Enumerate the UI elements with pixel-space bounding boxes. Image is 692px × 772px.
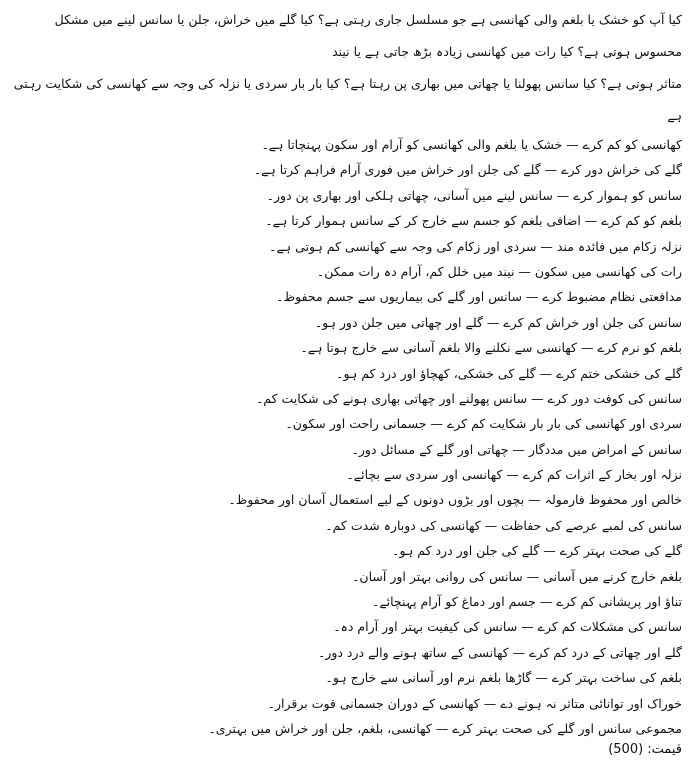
list-item: بلغم خارج کرنے میں آسانی — سانس کی روانی بہتر اور آسان۔ [352, 568, 682, 584]
list-item: بلغم کو کم کرے — اضافی بلغم کو جسم سے خارج کر کے سانس ہموار کرتا ہے۔ [265, 213, 682, 229]
list-item: کھانسی کو کم کرے — خشک یا بلغم والی کھانسی کو آرام اور سکون پہنچاتا ہے۔ [261, 137, 682, 152]
benefits-list [8, 132, 684, 741]
list-item: گلے اور چھاتی کے درد کم کرے — کھانسی کے ساتھ ہونے والے درد دور۔ [317, 644, 682, 660]
list-item: رات کی کھانسی میں سکون — نیند میں خلل کم، آرام دہ رات ممکن۔ [316, 263, 682, 279]
list-item: خالص اور محفوظ فارمولہ — بچوں اور بڑوں دونوں کے لیے استعمال آسان اور محفوظ۔ [228, 492, 682, 508]
list-item: خوراک اور توانائی متاثر نہ ہونے دے — کھانسی کے دوران جسمانی قوت برقرار۔ [267, 695, 682, 711]
list-item: مدافعتی نظام مضبوط کرے — سانس اور گلے کی بیماریوں سے جسم محفوظ۔ [276, 289, 682, 305]
list-item: سردی اور کھانسی کی بار بار شکایت کم کرے — جسمانی راحت اور سکون۔ [285, 416, 682, 432]
list-item: سانس کی جلن اور خراش کم کرے — گلے اور چھاتی میں جلن دور ہو۔ [314, 314, 682, 330]
list-item: گلے کی خراش دور کرے — گلے کی جلن اور خراش میں فوری آرام فراہم کرتا ہے۔ [253, 162, 682, 178]
price-label: قیمت: [647, 742, 682, 758]
list-item: سانس کی مشکلات کم کرے — سانس کی کیفیت بہتر اور آرام دہ۔ [333, 619, 682, 635]
list-item: سانس کی کوفت دور کرے — سانس پھولنے اور چھاتی بھاری ہونے کی شکایت کم۔ [255, 390, 682, 406]
list-item: نزلہ اور بخار کے اثرات کم کرے — کھانسی اور سردی سے بچائے۔ [346, 467, 682, 483]
list-item: گلے کی صحت بہتر کرے — گلے کی جلن اور درد کم ہو۔ [392, 543, 682, 559]
list-item: مجموعی سانس اور گلے کی صحت بہتر کرے — کھانسی، بلغم، جلن اور خراش میں بہتری۔ [208, 720, 682, 736]
list-item: گلے کی خشکی ختم کرے — گلے کی خشکی، کھچاؤ اور درد کم ہو۔ [336, 365, 682, 381]
list-item: سانس کے امراض میں مددگار — چھاتی اور گلے کے مسائل دور۔ [351, 441, 682, 457]
list-item: تناؤ اور پریشانی کم کرے — جسم اور دماغ کو آرام پہنچائے۔ [372, 594, 682, 610]
intro-line: کیا آپ کو خشک یا بلغم والی کھانسی ہے جو مسلسل جاری رہتی ہے؟ کیا گلے میں خراش، جلن یا سانس لینے میں مشکل محسوس ہوتی ہے؟ کیا رات میں کھانسی زیادہ بڑھ جاتی ہے یا نیند [54, 12, 682, 59]
price-line [8, 739, 684, 761]
intro-line: متاثر ہوتی ہے؟ کیا سانس پھولنا یا چھاتی میں بھاری پن رہتا ہے؟ کیا بار بار سردی یا نزلہ کی وجہ سے کھانسی کی شکایت رہتی ہے [13, 76, 682, 123]
list-item: سانس کی لمبے عرصے کی حفاظت — کھانسی کی دوبارہ شدت کم۔ [325, 517, 682, 533]
list-item: بلغم کو نرم کرے — کھانسی سے نکلنے والا بلغم آسانی سے خارج ہوتا ہے۔ [300, 340, 682, 356]
list-item: سانس کو ہموار کرے — سانس لینے میں آسانی، چھاتی ہلکی اور بھاری پن دور۔ [266, 187, 682, 203]
intro-paragraph [8, 4, 684, 132]
list-item: نزلہ زکام میں فائدہ مند — سردی اور زکام کی وجہ سے کھانسی کم ہوتی ہے۔ [269, 238, 682, 254]
list-item: بلغم کی ساخت بہتر کرے — گاڑھا بلغم نرم اور آسانی سے خارج ہو۔ [325, 670, 682, 686]
price-value: (500) [608, 742, 644, 758]
